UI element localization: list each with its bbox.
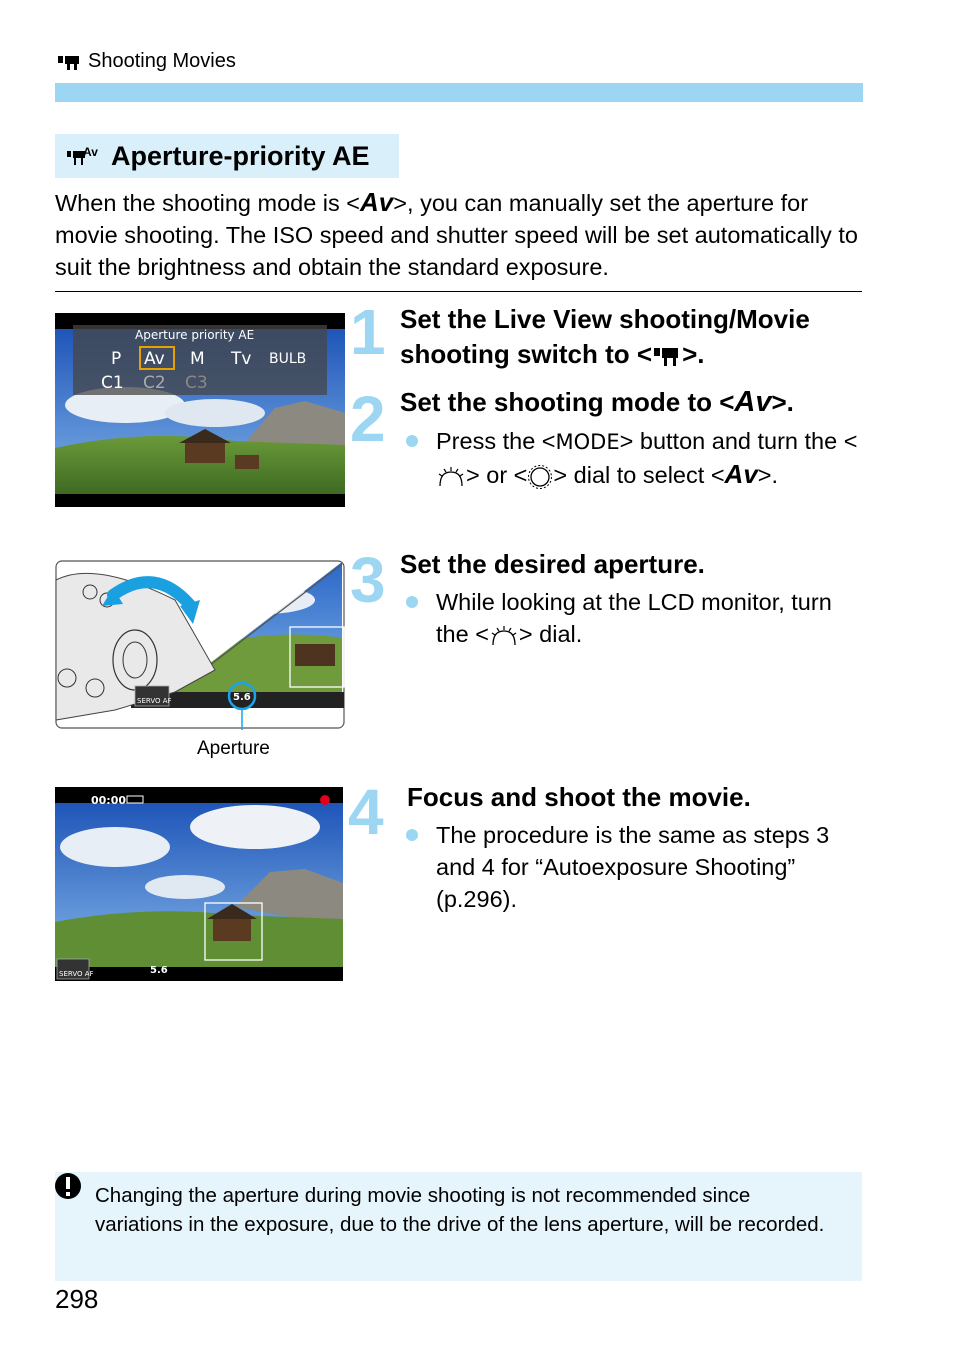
av-mode-glyph: Av xyxy=(724,459,758,489)
header-bar xyxy=(55,83,863,102)
bullet-text: > dial. xyxy=(518,621,583,647)
step-number-3: 3 xyxy=(350,544,386,616)
intro-text-1: When the shooting mode is < xyxy=(55,190,361,216)
bullet-text: Press the < xyxy=(436,428,556,454)
caution-icon xyxy=(54,1172,84,1202)
quick-control-dial-icon xyxy=(527,464,553,490)
step-4-title: Focus and shoot the movie. xyxy=(407,782,751,812)
step-3-bullet xyxy=(400,586,862,650)
step-1-title xyxy=(400,302,862,372)
step-number-2: 2 xyxy=(350,383,386,455)
mode-c1: C1 xyxy=(101,373,124,393)
step-number-4: 4 xyxy=(348,776,384,848)
step-4-bullet xyxy=(400,819,862,915)
mode-c2: C2 xyxy=(143,373,166,393)
bullet-dot xyxy=(406,596,418,608)
page-number: 298 xyxy=(55,1284,99,1314)
bullet-text: >. xyxy=(757,462,779,488)
main-dial-icon xyxy=(489,625,519,647)
mode-tv: Tv xyxy=(231,349,252,369)
divider xyxy=(55,291,862,292)
mode-screen-image xyxy=(55,313,345,507)
mode-c3: C3 xyxy=(185,373,208,393)
aperture-callout-label: Aperture xyxy=(197,738,270,759)
step-4-bullet-text: The procedure is the same as steps 3 and 4 for “Autoexposure Shooting” (p.296). xyxy=(436,822,830,912)
movie-timecode: 00:00 xyxy=(91,794,127,807)
mode-av: Av xyxy=(144,349,165,369)
bullet-text: > button and turn the < xyxy=(619,428,858,454)
bullet-text: > dial to select < xyxy=(553,462,725,488)
bullet-text: While looking at the LCD monitor, turn the < xyxy=(436,589,832,647)
step-2-bullet-text xyxy=(436,425,862,491)
mode-m: M xyxy=(190,349,205,369)
section-title: Aperture-priority AE xyxy=(111,140,370,171)
av-mode-glyph: Av xyxy=(734,386,772,418)
aperture-dial-image xyxy=(55,560,345,730)
movie-camera-icon xyxy=(56,53,82,71)
movie-shooting-image xyxy=(55,787,343,981)
mode-button-label: MODE xyxy=(555,430,620,454)
main-dial-icon xyxy=(436,466,466,488)
section-heading xyxy=(55,134,399,178)
bullet-dot xyxy=(406,829,418,841)
bullet-dot xyxy=(406,435,418,447)
movie-av-icon xyxy=(65,143,101,169)
intro-text-2: >, you can manually set the aperture for movie shooting. The ISO speed and shutter speed will be set automatically to suit the brightness and obtain the standard exposure. xyxy=(55,190,858,280)
step-number-1: 1 xyxy=(350,296,386,368)
running-header xyxy=(56,50,236,73)
step-3-title: Set the desired aperture. xyxy=(400,549,705,579)
recording-indicator xyxy=(320,795,330,805)
step-2-title-text: Set the shooting mode to < xyxy=(400,387,735,417)
caution-text: Changing the aperture during movie shooting is not recommended since variations in the exposure, due to the drive of the lens aperture, will be recorded. xyxy=(95,1184,825,1236)
bullet-text: > or < xyxy=(466,462,528,488)
step-1-title-end: >. xyxy=(682,339,705,369)
step-2-title-end: >. xyxy=(771,387,794,417)
aperture-value: 5.6 xyxy=(150,965,168,976)
af-mode-label: SERVO AF xyxy=(137,697,172,705)
step-1-title-text: Set the Live View shooting/Movie shooting switch to < xyxy=(400,304,810,369)
mode-bulb: BULB xyxy=(269,351,307,367)
movie-camera-icon xyxy=(652,344,682,368)
mode-screen-title: Aperture priority AE xyxy=(135,328,255,342)
svg-text:Av: Av xyxy=(83,145,98,159)
af-mode-label: SERVO AF xyxy=(59,970,94,978)
step-2-title xyxy=(400,385,862,420)
running-header-label: Shooting Movies xyxy=(88,50,236,72)
step-3-bullet-text xyxy=(436,586,862,650)
intro-paragraph xyxy=(55,186,863,283)
mode-p: P xyxy=(111,349,122,369)
aperture-value: 5.6 xyxy=(233,692,251,703)
av-mode-glyph: Av xyxy=(360,187,394,217)
step-2-bullet xyxy=(400,425,862,491)
